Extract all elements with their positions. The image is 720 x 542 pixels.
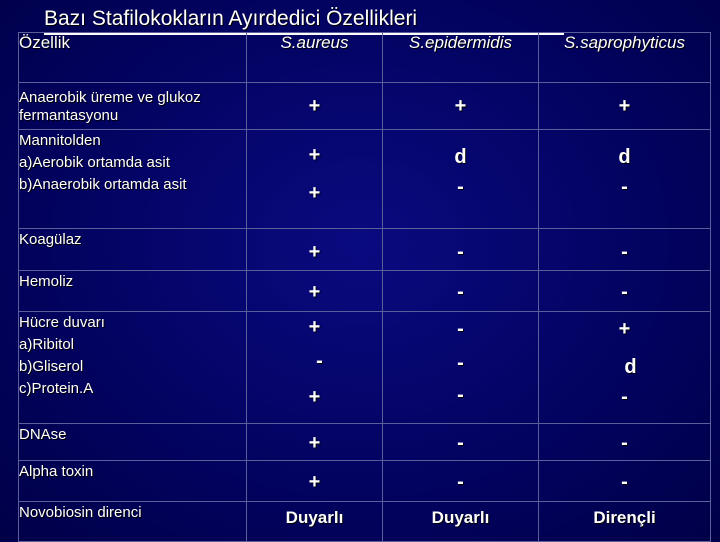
table-row bbox=[19, 229, 711, 271]
cell-saprophyticus bbox=[539, 130, 711, 229]
cell-aureus bbox=[247, 461, 383, 502]
cell-value: + bbox=[308, 432, 321, 454]
row-label-line: a)Aerobik ortamda asit bbox=[19, 154, 170, 171]
cell-saprophyticus bbox=[539, 83, 711, 130]
cell-aureus bbox=[247, 312, 383, 424]
table-row bbox=[19, 312, 711, 424]
cell-value: Dirençli bbox=[593, 508, 656, 527]
cell-value: Duyarlı bbox=[285, 508, 344, 527]
row-label-line: a)Ribitol bbox=[19, 336, 75, 353]
row-label bbox=[19, 502, 247, 542]
features-table bbox=[18, 32, 711, 542]
cell-value: + bbox=[618, 318, 631, 340]
header-species-epidermidis: S.epidermidis bbox=[383, 33, 539, 83]
cell-saprophyticus bbox=[539, 229, 711, 271]
cell-value: Duyarlı bbox=[431, 508, 490, 527]
cell-value: - bbox=[316, 350, 323, 372]
table-row bbox=[19, 83, 711, 130]
cell-value: - bbox=[621, 241, 628, 263]
cell-value: + bbox=[308, 386, 321, 408]
row-label-line: c)Protein.A bbox=[19, 380, 94, 397]
cell-value: + bbox=[308, 471, 321, 493]
cell-value: + bbox=[308, 281, 321, 303]
row-label-line: DNAse bbox=[19, 426, 67, 443]
cell-value: - bbox=[621, 176, 628, 198]
cell-saprophyticus bbox=[539, 424, 711, 461]
cell-value: + bbox=[308, 316, 321, 338]
cell-aureus bbox=[247, 271, 383, 312]
cell-value: - bbox=[457, 318, 464, 340]
row-label-line: Mannitolden bbox=[19, 132, 101, 149]
cell-saprophyticus bbox=[539, 312, 711, 424]
table-row bbox=[19, 461, 711, 502]
cell-value: + bbox=[308, 241, 321, 263]
row-label bbox=[19, 424, 247, 461]
cell-value: - bbox=[457, 241, 464, 263]
row-label bbox=[19, 83, 247, 130]
row-label-line: b)Gliserol bbox=[19, 358, 84, 375]
header-row bbox=[19, 33, 711, 83]
cell-value: - bbox=[457, 432, 464, 454]
cell-epidermidis bbox=[383, 83, 539, 130]
cell-epidermidis bbox=[383, 424, 539, 461]
cell-value: + bbox=[454, 95, 467, 117]
cell-aureus bbox=[247, 502, 383, 542]
cell-value: - bbox=[621, 386, 628, 408]
cell-epidermidis bbox=[383, 229, 539, 271]
cell-saprophyticus bbox=[539, 461, 711, 502]
cell-value: + bbox=[618, 95, 631, 117]
table-row bbox=[19, 130, 711, 229]
row-label-line: fermantasyonu bbox=[19, 107, 119, 124]
row-label-line: Hemoliz bbox=[19, 273, 74, 290]
cell-value: d bbox=[618, 146, 631, 168]
cell-saprophyticus bbox=[539, 502, 711, 542]
row-label bbox=[19, 461, 247, 502]
cell-aureus bbox=[247, 130, 383, 229]
cell-value: - bbox=[457, 176, 464, 198]
row-label-line: Alpha toxin bbox=[19, 463, 94, 480]
cell-value: + bbox=[308, 144, 321, 166]
cell-value: + bbox=[308, 182, 321, 204]
row-label bbox=[19, 271, 247, 312]
cell-value: - bbox=[621, 432, 628, 454]
cell-epidermidis bbox=[383, 271, 539, 312]
cell-epidermidis bbox=[383, 312, 539, 424]
row-label-line: Hücre duvarı bbox=[19, 314, 105, 331]
cell-saprophyticus bbox=[539, 271, 711, 312]
table-row bbox=[19, 271, 711, 312]
cell-value: + bbox=[308, 95, 321, 117]
cell-epidermidis bbox=[383, 130, 539, 229]
row-label bbox=[19, 229, 247, 271]
table-row bbox=[19, 424, 711, 461]
cell-aureus bbox=[247, 424, 383, 461]
table-row bbox=[19, 502, 711, 542]
row-label-line: b)Anaerobik ortamda asit bbox=[19, 176, 187, 193]
cell-aureus bbox=[247, 229, 383, 271]
cell-value: - bbox=[457, 352, 464, 374]
row-label-line: Novobiosin direnci bbox=[19, 504, 142, 521]
slide-title: Bazı Stafilokokların Ayırdedici Özellikleri bbox=[44, 6, 564, 35]
cell-value: - bbox=[457, 281, 464, 303]
cell-aureus bbox=[247, 83, 383, 130]
row-label-line: Koagülaz bbox=[19, 231, 82, 248]
row-label bbox=[19, 312, 247, 424]
cell-value: - bbox=[621, 281, 628, 303]
cell-epidermidis bbox=[383, 502, 539, 542]
cell-value: - bbox=[457, 384, 464, 406]
cell-value: - bbox=[621, 471, 628, 493]
header-feature: Özellik bbox=[19, 33, 247, 83]
row-label bbox=[19, 130, 247, 229]
cell-value: d bbox=[624, 356, 637, 378]
cell-epidermidis bbox=[383, 461, 539, 502]
cell-value: d bbox=[454, 146, 467, 168]
cell-value: - bbox=[457, 471, 464, 493]
header-species-aureus: S.aureus bbox=[247, 33, 383, 83]
header-species-saprophyticus: S.saprophyticus bbox=[539, 33, 711, 83]
row-label-line: Anaerobik üreme ve glukoz bbox=[19, 89, 201, 106]
